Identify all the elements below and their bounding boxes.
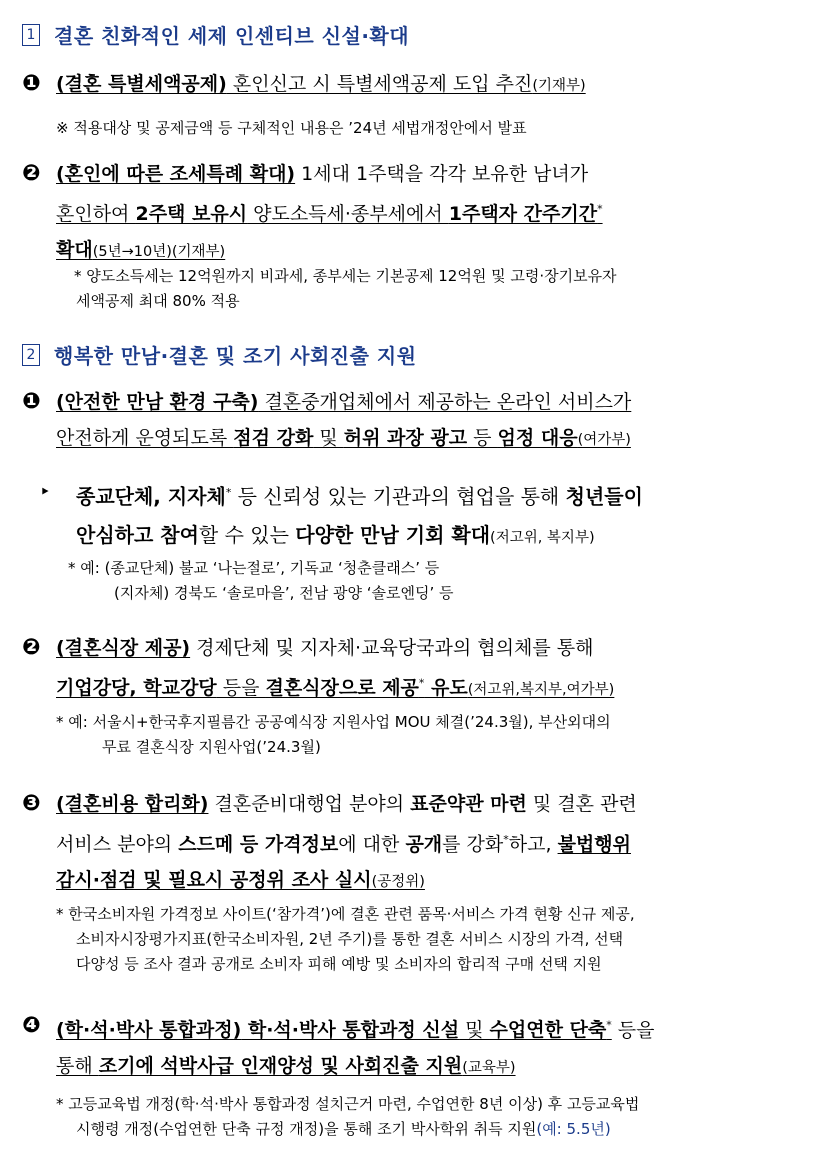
item-text: 등 신뢰성 있는 기관과의 협업을 통해 <box>231 484 566 509</box>
section-title: 행복한 만남·결혼 및 조기 사회진출 지원 <box>54 344 417 368</box>
item-text: 경제단체 및 지자체·교육당국과의 협의체를 통해 <box>190 637 594 659</box>
item-emphasis: 스드메 등 가격정보 <box>178 833 339 856</box>
item-emphasis: 엄정 대응 <box>497 427 578 449</box>
item-heading: (결혼비용 합리화) <box>56 793 209 815</box>
footnote-mark: * <box>225 486 232 499</box>
item-text: 서비스 분야의 <box>56 833 179 856</box>
item-heading: (안전한 만남 환경 구축) <box>56 391 259 413</box>
item-text: 혼인하여 <box>56 203 136 226</box>
footnote-text: * 예: 서울시+한국후지필름간 공공예식장 지원사업 MOU 체결(’24.3월), 부산외대의 <box>56 713 611 731</box>
item-emphasis: 확대 <box>56 239 93 262</box>
item-text: 결혼준비대행업 분야의 <box>208 793 411 815</box>
section-2-header <box>22 340 417 369</box>
item-emphasis: 허위 과장 광고 <box>343 427 468 449</box>
item-heading: (결혼 특별세액공제) <box>56 73 227 95</box>
footnote-text: * 예: (종교단체) 불교 ‘나는절로’, 기독교 ‘청춘클래스’ 등 <box>68 559 440 577</box>
footnote-text: 소비자시장평가지표(한국소비자원, 2년 주기)를 통한 결혼 서비스 시장의 가격, 선택 <box>76 930 624 948</box>
item-emphasis: 청년들이 <box>565 484 643 509</box>
footnote-text: 다양성 등 조사 결과 공개로 소비자 피해 예방 및 소비자의 합리적 구매 선택 지원 <box>76 955 602 973</box>
item-text: 및 <box>313 427 344 449</box>
item-emphasis: 다양한 만남 기회 확대 <box>295 522 491 547</box>
agency-label: (저고위, 복지부) <box>490 529 595 546</box>
footnote-highlight: (예: 5.5년) <box>536 1120 611 1138</box>
agency-label: (5년→10년)(기재부) <box>92 244 226 261</box>
footnote-mark: * <box>606 1019 612 1032</box>
item-marker: ❹ <box>22 1013 41 1038</box>
item-marriage-tax-credit <box>22 66 812 104</box>
item-safe-meeting <box>22 384 812 458</box>
footnote-mark: * <box>418 677 425 690</box>
item-marker: ❷ <box>22 635 41 660</box>
item-text: 등을 <box>611 1019 655 1042</box>
section-1-header <box>22 20 409 49</box>
footnote-text: * 한국소비자원 가격정보 사이트(‘참가격’)에 결혼 관련 품목·서비스 가격 현황 신규 제공, <box>56 905 635 923</box>
item-emphasis: 학·석·박사 통합과정 신설 <box>241 1019 460 1042</box>
footnote-text: 시행령 개정(수업연한 단축 규정 개정)을 통해 조기 박사학위 취득 지원 <box>76 1120 537 1138</box>
section-title: 결혼 친화적인 세제 인센티브 신설·확대 <box>54 24 410 48</box>
agency-label: (공정위) <box>371 874 425 891</box>
item-marker: ❷ <box>22 161 41 186</box>
item-emphasis: 1주택자 간주기간 <box>448 203 598 226</box>
item-emphasis: 감시·점검 및 필요시 공정위 조사 실시 <box>56 869 372 892</box>
item-marker: ❶ <box>22 71 41 96</box>
item-tax-special-case <box>22 156 812 270</box>
item-text: 및 결혼 관련 <box>526 793 637 815</box>
footnote-text: * 양도소득세는 12억원까지 비과세, 종부세는 기본공제 12억원 및 고령·장기보유자 <box>74 267 617 285</box>
item-text: 혼인신고 시 특별세액공제 도입 추진 <box>226 73 533 95</box>
item-text: 하고, <box>508 833 558 856</box>
item-integrated-degree <box>22 1008 812 1086</box>
item-text: 할 수 있는 <box>198 522 296 547</box>
item-emphasis: 기업강당, 학교강당 <box>56 677 217 700</box>
item-text: 1세대 1주택을 각각 보유한 남녀가 <box>295 163 589 185</box>
item-text: 를 강화 <box>442 833 504 856</box>
item-emphasis: 결혼식장으로 제공 <box>265 677 419 700</box>
item-text: 안전하게 운영되도록 <box>56 427 234 449</box>
agency-label: (저고위,복지부,여가부) <box>467 682 615 699</box>
item-heading: (혼인에 따른 조세특례 확대) <box>56 163 296 185</box>
item-text: 등 <box>467 427 498 449</box>
agency-label: (교육부) <box>462 1060 516 1077</box>
note-reference: ※ 적용대상 및 공제금액 등 구체적인 내용은 ’24년 세법개정안에서 발표 <box>56 119 527 137</box>
item-meeting-opportunities <box>40 474 812 557</box>
item-wedding-cost <box>22 786 812 900</box>
item-marker: ❶ <box>22 389 41 414</box>
agency-label: (기재부) <box>532 78 586 94</box>
section-number: 2 <box>22 344 40 366</box>
item-emphasis: 점검 강화 <box>233 427 314 449</box>
footnote <box>56 710 816 760</box>
item-text: 등을 <box>216 677 266 700</box>
item-wedding-venue <box>22 630 812 708</box>
item-emphasis: 표준약관 마련 <box>410 793 527 815</box>
item-emphasis: 안심하고 참여 <box>76 522 199 547</box>
item-emphasis: 유도 <box>424 677 468 700</box>
footnote-mark: * <box>597 203 603 216</box>
item-heading: (결혼식장 제공) <box>56 637 191 659</box>
agency-label: (여가부) <box>577 432 631 448</box>
footnote <box>56 1092 816 1142</box>
item-text: 통해 <box>56 1055 99 1078</box>
item-emphasis: 수업연한 단축 <box>489 1019 607 1042</box>
footnote-text: 세액공제 최대 80% 적용 <box>76 292 240 310</box>
item-text: 양도소득세·종부세에서 <box>247 203 449 226</box>
footnote <box>68 556 828 606</box>
footnote-text: 무료 결혼식장 지원사업(’24.3월) <box>102 738 321 756</box>
item-emphasis: 조기에 석박사급 인재양성 및 사회진출 지원 <box>98 1055 463 1078</box>
item-emphasis: 종교단체, 지자체 <box>76 484 226 509</box>
footnote <box>56 902 816 977</box>
bullet-marker: ‣ <box>40 482 51 501</box>
footnote-mark: * <box>503 833 509 846</box>
item-text: 에 대한 <box>338 833 406 856</box>
item-text: 및 <box>459 1019 490 1042</box>
item-marker: ❸ <box>22 791 41 816</box>
item-emphasis: 2주택 보유시 <box>135 203 248 226</box>
item-text: 결혼중개업체에서 제공하는 온라인 서비스가 <box>258 391 632 413</box>
item-emphasis: 불법행위 <box>557 833 631 856</box>
item-heading: (학·석·박사 통합과정) <box>56 1019 242 1042</box>
footnote-text: * 고등교육법 개정(학·석·박사 통합과정 설치근거 마련, 수업연한 8년 이상) 후 고등교육법 <box>56 1095 640 1113</box>
section-number: 1 <box>22 24 40 46</box>
footnote <box>56 264 816 314</box>
footnote-text: (지자체) 경북도 ‘솔로마을’, 전남 광양 ‘솔로엔딩’ 등 <box>114 584 454 602</box>
item-emphasis: 공개 <box>405 833 443 856</box>
